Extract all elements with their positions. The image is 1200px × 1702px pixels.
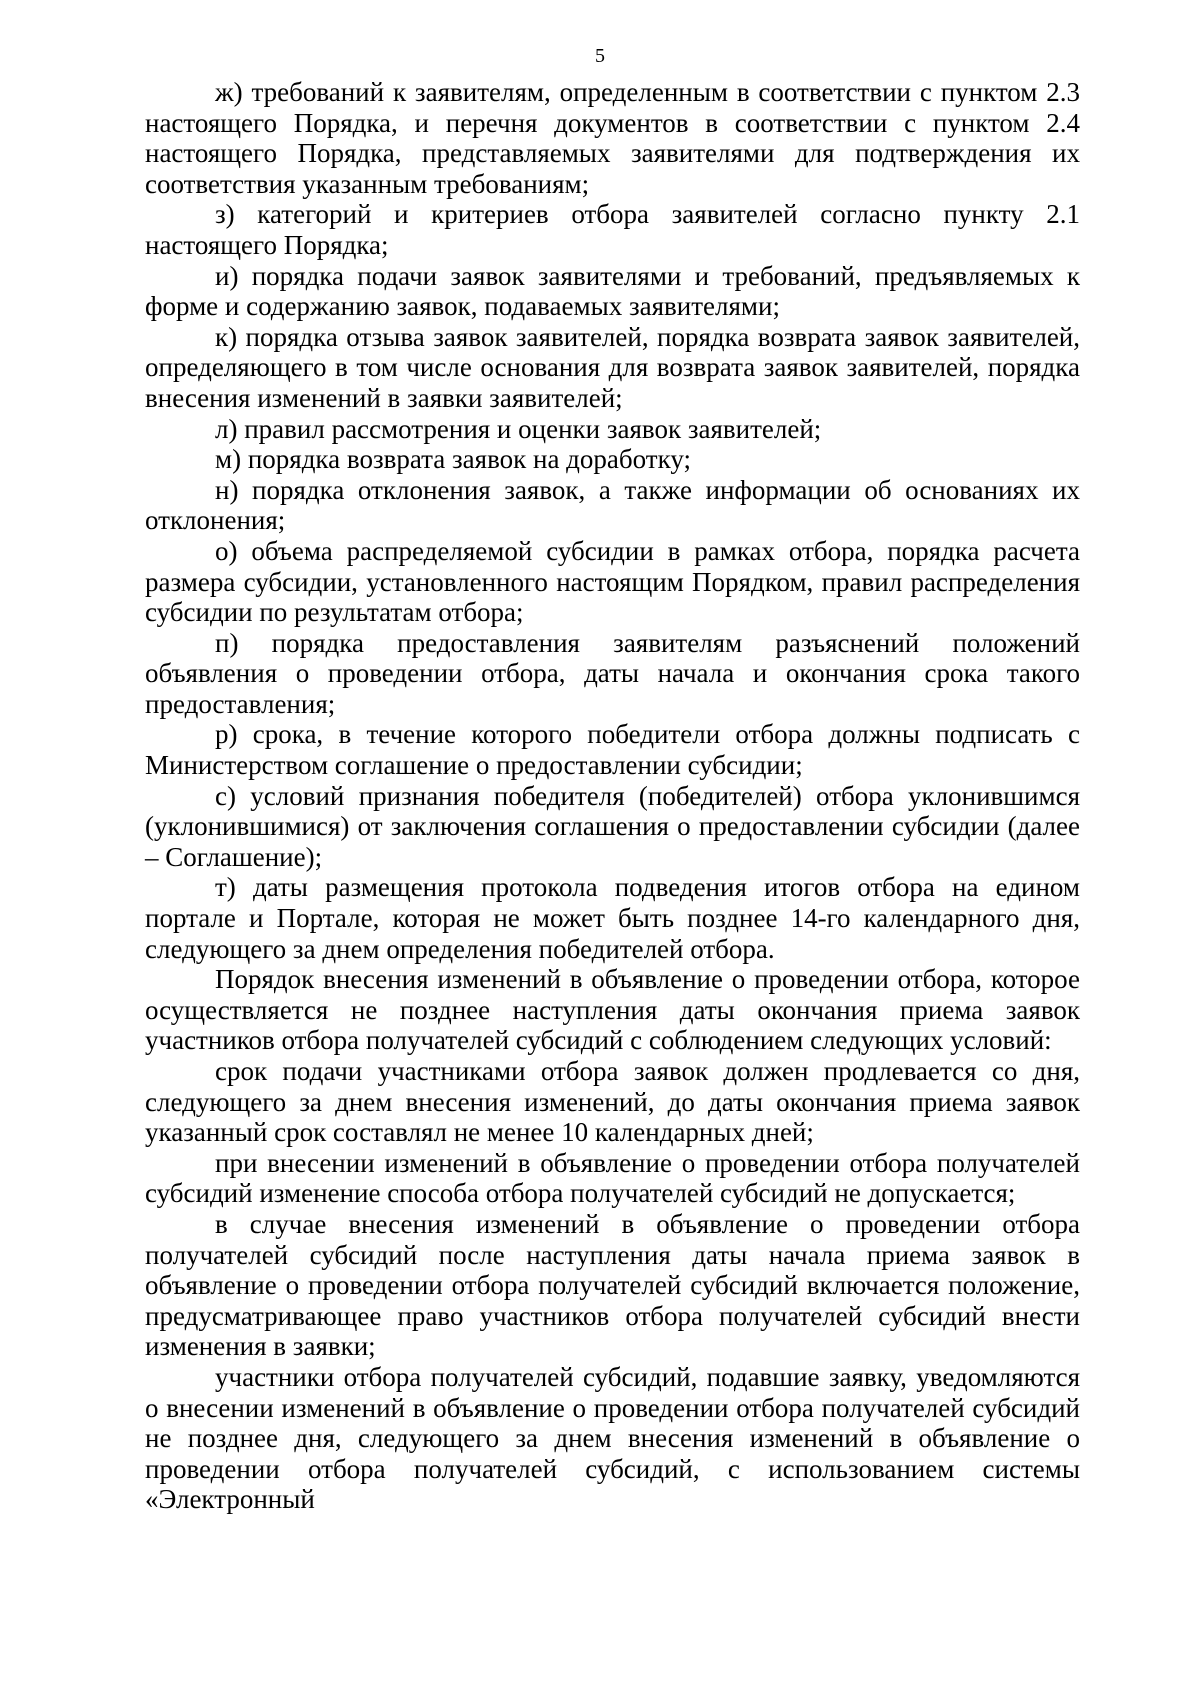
document-body [145, 77, 1080, 1515]
paragraph-l: л) правил рассмотрения и оценки заявок заявителей; [215, 413, 822, 444]
paragraph-i: и) порядка подачи заявок заявителями и требований, предъявляемых к форме и содержанию заявок, подаваемых заявителями; [145, 260, 1080, 322]
paragraph-submission-term: срок подачи участниками отбора заявок должен продлевается со дня, следующего за днем внесения изменений, до даты окончания приема заявок указанный срок составлял не менее 10 календарных дней; [145, 1056, 1080, 1148]
page-number: 5 [595, 45, 605, 67]
paragraph-o: о) объема распределяемой субсидии в рамках отбора, порядка расчета размера субсидии, установленного настоящим Порядком, правил распределения субсидии по результатам отбора; [145, 535, 1080, 628]
paragraph-m: м) порядка возврата заявок на доработку; [215, 444, 691, 475]
paragraph-s: с) условий признания победителя (победителей) отбора уклонившимся (уклонившимися) от заключения соглашения о предоставлении субсидии (далее – Соглашение); [145, 780, 1080, 872]
paragraph-notification: участники отбора получателей субсидий, подавшие заявку, уведомляются о внесении изменений в объявление о проведении отбора получателей субсидий не позднее дня, следующего за днем внесения изменений в объявление о проведении отбора получателей субсидий, с использованием системы «Электронный [145, 1361, 1080, 1515]
paragraph-p: п) порядка предоставления заявителям разъяснений положений объявления о проведении отбора, даты начала и окончания срока такого предоставления; [145, 627, 1080, 719]
paragraph-amendment-after-start: в случае внесения изменений в объявление о проведении отбора получателей субсидий после наступления даты начала приема заявок в объявление о проведении отбора получателей субсидий включается положение, предусматривающее право участников отбора получателей субсидий внести изменения в заявки; [145, 1208, 1080, 1362]
paragraph-z: з) категорий и критериев отбора заявителей согласно пункту 2.1 настоящего Порядка; [145, 199, 1080, 260]
paragraph-n: н) порядка отклонения заявок, а также информации об основаниях их отклонения; [145, 474, 1080, 536]
paragraph-r: р) срока, в течение которого победители отбора должны подписать с Министерством соглашение о предоставлении субсидии; [145, 719, 1080, 781]
paragraph-method-change: при внесении изменений в объявление о проведении отбора получателей субсидий изменение способа отбора получателей субсидий не допускается; [145, 1147, 1080, 1209]
paragraph-zh: ж) требований к заявителям, определенным в соответствии с пунктом 2.3 настоящего Порядка, и перечня документов в соответствии с пунктом 2.4 настоящего Порядка, представляемых заявителями для подтверждения их соответствия указанным требованиям; [145, 77, 1080, 199]
paragraph-t: т) даты размещения протокола подведения итогов отбора на едином портале и Портале, которая не может быть позднее 14-го календарного дня, следующего за днем определения победителей отбора. [145, 872, 1080, 964]
paragraph-k: к) порядка отзыва заявок заявителей, порядка возврата заявок заявителей, определяющего в том числе основания для возврата заявок заявителей, порядка внесения изменений в заявки заявителей; [145, 321, 1080, 413]
paragraph-amendment-procedure: Порядок внесения изменений в объявление о проведении отбора, которое осуществляется не позднее наступления даты окончания приема заявок участников отбора получателей субсидий с соблюдением следующих условий: [145, 964, 1080, 1056]
